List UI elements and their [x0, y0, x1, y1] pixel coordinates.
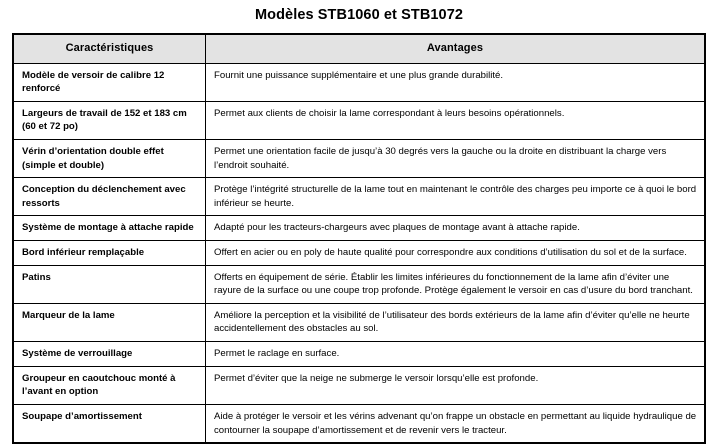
table-row: [14, 216, 705, 241]
table-body: [14, 63, 705, 443]
benefit-cell: Permet le raclage en surface.: [206, 342, 705, 367]
table-header-row: [14, 34, 705, 63]
table-row: [14, 63, 705, 101]
benefit-cell: Offerts en équipement de série. Établir les limites inférieures du fonctionnement de la lame afin d’éviter une rayure de la surface ou une coupe trop profonde. Protège également le versoir en cas d’usure du bord tranchant.: [206, 265, 705, 303]
table-row: [14, 303, 705, 341]
table-row: [14, 366, 705, 404]
feature-cell: Vérin d’orientation double effet (simple et double): [14, 139, 206, 177]
benefit-cell: Fournit une puissance supplémentaire et une plus grande durabilité.: [206, 63, 705, 101]
benefit-cell: Améliore la perception et la visibilité de l’utilisateur des bords extérieurs de la lame afin d’éviter qu’elle ne heurte accidentellement des obstacles au sol.: [206, 303, 705, 341]
benefit-cell: Offert en acier ou en poly de haute qualité pour correspondre aux conditions d’utilisation du sol et de la surface.: [206, 241, 705, 266]
column-header-benefits: Avantages: [206, 34, 705, 63]
table-row: [14, 342, 705, 367]
table-row: [14, 265, 705, 303]
benefit-cell: Permet aux clients de choisir la lame correspondant à leurs besoins opérationnels.: [206, 101, 705, 139]
table-row: [14, 178, 705, 216]
benefit-cell: Permet d’éviter que la neige ne submerge le versoir lorsqu’elle est profonde.: [206, 366, 705, 404]
table-row: [14, 101, 705, 139]
table-row: [14, 139, 705, 177]
feature-cell: Conception du déclenchement avec ressorts: [14, 178, 206, 216]
feature-cell: Système de montage à attache rapide: [14, 216, 206, 241]
feature-cell: Soupape d’amortissement: [14, 404, 206, 442]
feature-cell: Bord inférieur remplaçable: [14, 241, 206, 266]
benefit-cell: Aide à protéger le versoir et les vérins advenant qu’on frappe un obstacle en permettant au liquide hydraulique de contourner la soupape d’amortissement et de revenir vers le tracteur.: [206, 404, 705, 442]
features-benefits-table: [13, 34, 705, 443]
table-header: [14, 34, 705, 63]
table-row: [14, 404, 705, 442]
feature-cell: Système de verrouillage: [14, 342, 206, 367]
feature-cell: Groupeur en caoutchouc monté à l’avant en option: [14, 366, 206, 404]
column-header-features: Caractéristiques: [14, 34, 206, 63]
feature-cell: Modèle de versoir de calibre 12 renforcé: [14, 63, 206, 101]
benefit-cell: Protège l’intégrité structurelle de la lame tout en maintenant le contrôle des charges peu importe ce à quoi le bord inférieur se heurte.: [206, 178, 705, 216]
feature-cell: Largeurs de travail de 152 et 183 cm (60 et 72 po): [14, 101, 206, 139]
table-row: [14, 241, 705, 266]
benefit-cell: Permet une orientation facile de jusqu’à 30 degrés vers la gauche ou la droite en distribuant la charge vers l’endroit souhaité.: [206, 139, 705, 177]
feature-cell: Marqueur de la lame: [14, 303, 206, 341]
page-title: Modèles STB1060 et STB1072: [254, 7, 464, 23]
benefit-cell: Adapté pour les tracteurs-chargeurs avec plaques de montage avant à attache rapide.: [206, 216, 705, 241]
spec-table-container: [12, 33, 706, 444]
feature-cell: Patins: [14, 265, 206, 303]
